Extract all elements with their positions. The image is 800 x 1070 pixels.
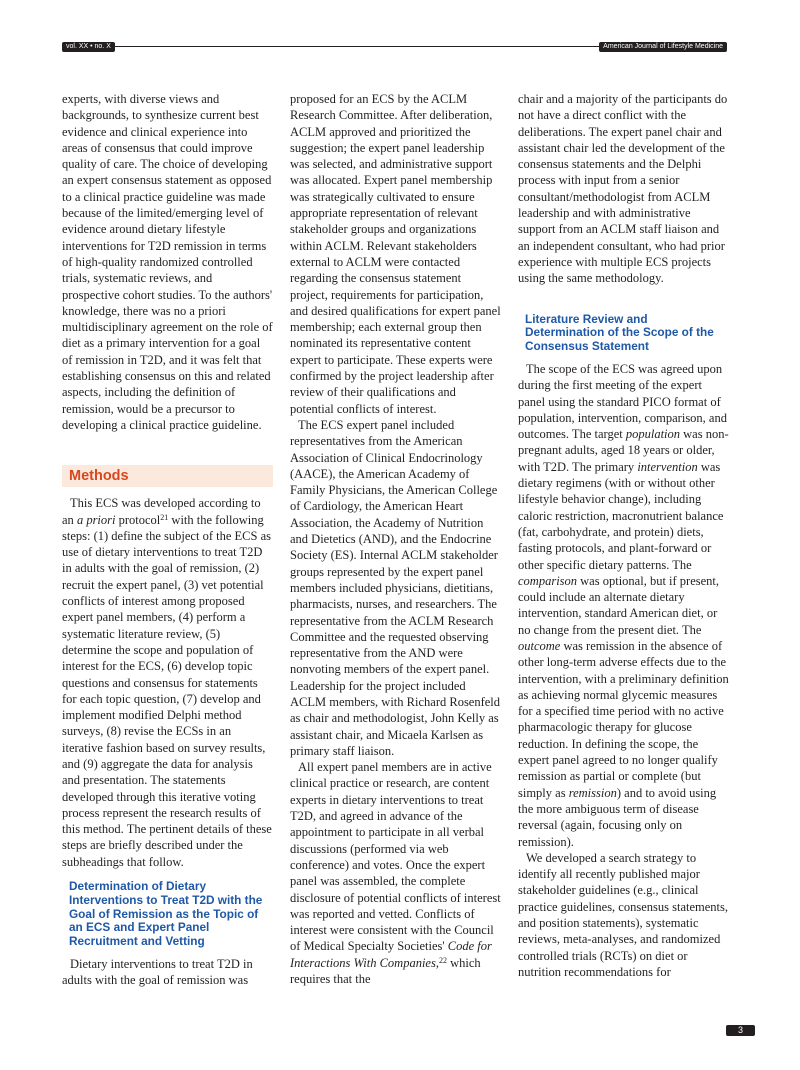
column-3 [518,91,729,980]
section-heading-methods [62,465,273,487]
paragraph: The ECS expert panel included representatives from the American Association of Clinical Endocrinology (AACE), the American Academy of Family Physicians, the American College of Cardiology, the American Heart Association, the Academy of Nutrition and Dietetics (AND), and the Endocrine Society (ES). Internal ACLM stakeholder groups represented by the expert panel members included physicians, dietitians, pharmacists, nurses, and researchers. The representative from the ACLM Research Committee and the requested observing representative from the AND were nonvoting members of the expert panel. Leadership for the project included ACLM members, with Richard Rosenfeld as chair and methodologist, John Kelly as assistant chair, and Micaela Karlsen as primary staff liaison. [290,417,501,758]
paragraph: All expert panel members are in active clinical practice or research, are content experts in dietary interventions to treat T2D, and agreed in advance of the appointment to participate in all verbal discussions (performed via web conference) and votes. Once the expert panel was assembled, the complete disclosure of potential conflicts of interest was reported and vetted. Conflicts of interest were consistent with the Council of Medical Specialty Societies' Code for Interactions With Companies,$^{22}$ which requires that the [290,760,501,987]
citation-22: 22 [438,955,447,965]
subheading-literature-review: Literature Review and Determination of the Scope of the Consensus Statement [525,311,714,354]
column-1 [62,91,273,989]
page-number: 3 [726,1025,755,1036]
citation-21: 21 [160,512,169,522]
paragraph: experts, with diverse views and backgrounds, to synthesize current best evidence and clinical experience into areas of consensus that could improve quality of care. The choice of developing an expert consensus statement as opposed to a clinical practice guideline was made because of the limited/emerging level of evidence around dietary lifestyle interventions for T2D remission in terms of high-quality randomized controlled trials, systematic reviews, and prospective cohort studies. To the authors' knowledge, there was no a priori multidisciplinary agreement on the role of diet as a primary intervention for a goal of remission in T2D, and it was felt that establishing consensus on this and related aspects, including the definition of remission, would be a precursor to developing a clinical practice guideline. [62,92,273,432]
paragraph: We developed a search strategy to identify all recently published major stakeholder guidelines (e.g., clinical practice guidelines, consensus statements, and position statements), systematic reviews, meta-analyses, and randomized controlled trials (RCTs) on diet or nutrition recommendations for [518,850,729,979]
journal-name: American Journal of Lifestyle Medicine [599,42,727,52]
subheading-panel-recruitment: Determination of Dietary Interventions to Treat T2D with the Goal of Remission as the Topic of an ECS and Expert Panel Recruitment and Vetting [69,879,263,949]
paragraph-methods: This ECS was developed according to an a priori protocol$^{21}$ with the following steps: (1) define the subject of the ECS as use of dietary interventions to treat T2D in adults with the goal of remission, (2) recruit the expert panel, (3) vet potential conflicts of interest among proposed expert panel members, (4) perform a systematic literature review, (5) determine the scope and population of interest for the ECS, (6) develop topic questions and consensus for statements for each topic question, (7) develop and implement modified Delphi method surveys, (8) revise the ECSs in an iterative fashion based on survey results, and (9) aggregate the data for analysis and presentation. The statements developed through this iterative voting process represent the research results of this method. The pertinent details of these steps are briefly described under the subheadings that follow. [62,496,272,869]
paragraph-scope: The scope of the ECS was agreed upon during the first meeting of the expert panel using the standard PICO format of population, intervention, comparison, and outcomes. The target population was non-pregnant adults, aged 18 years or older, with T2D. The primary intervention was dietary regimens (with or without other lifestyle behavior change), including caloric restriction, macronutrient balance (fat, carbohydrate, and protein) diets, fasting protocols, and plant-forward or other specific dietary patterns. The comparison was optional, but if present, could include an alternate dietary intervention, standard American diet, or no change from the present diet. The outcome was remission in the absence of other long-term adverse effects due to the intervention, with a preliminary definition as achieving normal glycemic measures for a specified time period with no active pharmacologic therapy for glucose reduction. In defining the scope, the expert panel agreed to no longer qualify remission as partial or complete (but simply as remission) and to avoid using the more ambiguous term of disease reversal (again, focusing only on remission). [518,361,729,849]
paragraph: proposed for an ECS by the ACLM Research Committee. After deliberation, ACLM approved and prioritized the suggestion; the expert panel leadership was selected, and administrative support was allocated. Expert panel membership was strategically cultivated to ensure appropriate representation of relevant stakeholder groups and organizations within ACLM. Relevant stakeholders external to ACLM were contacted regarding the consensus statement project, requirements for participation, and desired qualifications for expert panel membership; each external group then nominated its representative content expert to participate. These experts were confirmed by the project leadership after review of their qualifications and potential conflicts of interest. [290,92,501,416]
running-head [62,42,727,52]
section-heading-text: Methods [69,468,129,485]
column-2 [290,91,501,987]
paragraph: chair and a majority of the participants do not have a direct conflict with the deliberations. The expert panel chair and assistant chair led the development of the consensus statements and the Delphi process with input from a senior consultant/methodologist from ACLM leadership and with administrative support from an ACLM staff liaison and an independent consultant, who had prior experience with multiple ECS projects using the same methodology. [518,92,728,286]
volume-label: vol. XX • no. X [62,42,115,52]
paragraph: Dietary interventions to treat T2D in adults with the goal of remission was [62,957,253,988]
